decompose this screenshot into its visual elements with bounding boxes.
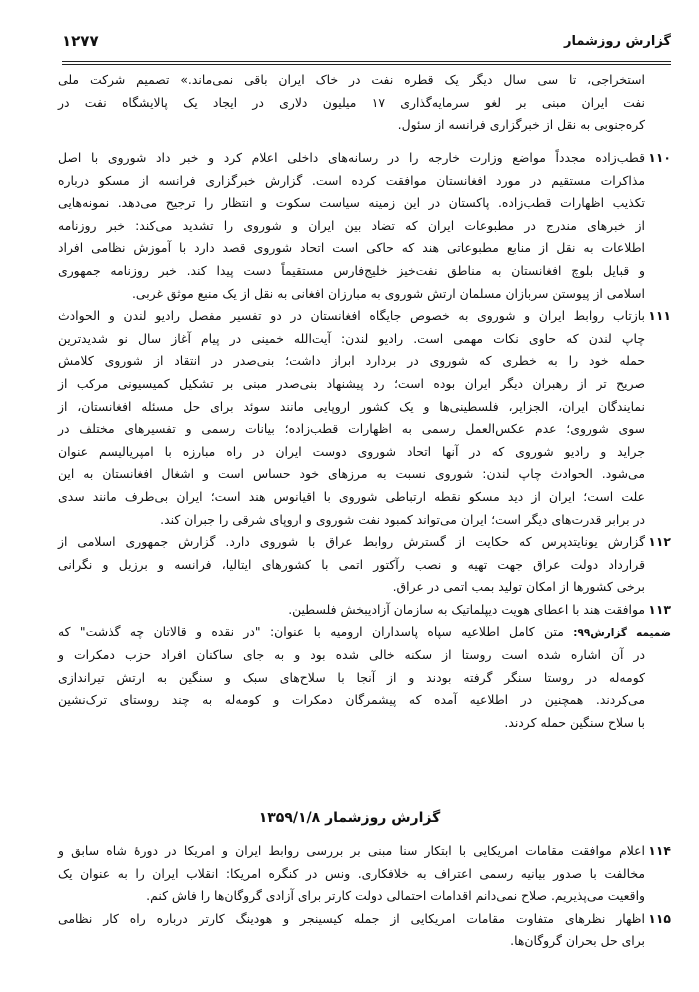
- header-rule: [62, 61, 671, 62]
- page-number: ۱۲۷۷: [62, 32, 99, 50]
- text-line: علت است؛ ایران از دید مسکو نقطه ارتباطی شوروی با اقیانوس هند است؛ ایران بی‌طرف مانند سدی: [58, 488, 645, 504]
- annex-entry: [58, 621, 671, 734]
- header-rule: [62, 64, 671, 65]
- intro-paragraph: [58, 69, 671, 137]
- text-line: قطب‌زاده مجدداً مواضع وزارت خارجه را در رسانه‌های داخلی اعلام کرد و خبر داد شوروی با اصل: [58, 150, 645, 165]
- text-line: از خبرهای مندرج در مطبوعات ایران که تضاد بین ایران و شوروی را تشدید می‌کند: خبر روزنامه: [58, 217, 645, 233]
- entry-number: ۱۱۳: [648, 601, 671, 617]
- text-line: با سلاح سنگین حمله کردند.: [504, 714, 645, 730]
- entry-item: [58, 531, 671, 599]
- entry-number: ۱۱۵: [648, 910, 671, 926]
- text-line: مخالفت با صدور بیانیه رسمی اعتراف به خلافکاری. ونس در کنگره امریکا: انقلاب ایران را به عنوان یک: [58, 865, 645, 881]
- text-line: کومه‌له در روستا سنگر گرفته بودند و از آنجا با سلاح‌های سبک و سنگین به ارتش تیراندازی: [58, 669, 645, 685]
- entry-item: [58, 147, 671, 305]
- text-line: در آن اشاره شده است روستا از سکنه خالی شده بود و به جای ساکنان افراد حزب دمکرات و: [58, 647, 645, 663]
- text-line: گزارش یونایتدپرس که حکایت از گسترش روابط عراق با شوروی دارد. گزارش جمهوری اسلامی از: [58, 534, 645, 550]
- entries-list-2: [58, 840, 671, 953]
- entry-number: ۱۱۰: [648, 150, 671, 165]
- text-line: و قبایل بلوچ افغانستان به مناطق نفت‌خیز خلیج‌فارس مستقیماً دست پیدا کند. خبر روزنامه جمهوری: [58, 262, 645, 278]
- text-line: صریح تر از رهبران دیگر ایران بوده است؛ رد پیشنهاد بنی‌صدر مبنی بر تشکیل کمیسیونی مرکب از: [58, 375, 645, 391]
- text-line: سوی شوروی؛ عدم عکس‌العمل رسمی به اظهارات قطب‌زاده؛ بیانات رسمی و تفسیرهای مختلف در: [58, 421, 645, 437]
- text-line: می‌شود. الحوادث چاپ لندن: شوروی نسبت به مرزهای خود حساس است و اشغال افغانستان به این: [58, 466, 645, 482]
- text-line: واقعیت می‌پذیریم. صلاح نمی‌دانم اقدامات احتمالی دولت کارتر برای آزادی گروگان‌ها را فاش کنم.: [146, 888, 645, 904]
- text-line: نمایندگان ایران، الجزایر، فلسطینی‌ها و یک کشور اروپایی مانند سوئد برای حل مسئله افغانستان، از: [58, 398, 645, 414]
- text-line: اسلامی از پیوستن سربازان مسلمان ارتش شوروی به مبارزان افغانی به نقل از یک منبع موثق غربی.: [131, 285, 645, 301]
- text-line: در برابر قدرت‌های دیگر است؛ ایران می‌تواند کمبود نفت شوروی و اروپای شرقی را جبران کند.: [160, 511, 645, 527]
- text-line: [58, 621, 671, 644]
- entry-number: ۱۱۲: [648, 534, 671, 550]
- text-line: نفت ایران مبنی بر لغو سرمایه‌گذاری ۱۷ میلیون دلاری در ایجاد یک پالایشگاه نفت در: [58, 94, 645, 110]
- entries-list: [58, 147, 671, 734]
- text-line: برخی کشورها از امکان تولید بمب اتمی در عراق.: [392, 579, 645, 595]
- text-line: چاپ لندن که حاوی نکات مهمی است. رادیو لندن: آیت‌الله خمینی در پیام آغاز سال نو شدیدترین: [58, 330, 645, 346]
- text-line: تکذیب اظهارات قطب‌زاده. پاکستان در این زمینه سیاست سکوت و انتظار را ترجیح می‌دهد. نمونه‌هایی: [58, 195, 645, 211]
- section-heading: گزارش روزشمار ۱۳۵۹/۱/۸: [258, 810, 441, 826]
- running-header-title: گزارش روزشمار: [564, 34, 671, 49]
- entry-item: [58, 599, 671, 622]
- text-line: بازتاب روابط ایران و شوروی به خصوص جایگاه افغانستان در دو تفسیر مفصل رادیو لندن و الحوادث: [58, 308, 645, 324]
- text-line: اطلاعات به نقل از منابع مطبوعاتی هند که حاکی است اتحاد شوروی قصد دارد با آموزش نظامی افراد: [58, 240, 645, 256]
- text-line: موافقت هند با اعطای هویت دیپلماتیک به سازمان آزادیبخش فلسطین.: [288, 601, 645, 617]
- annex-label: ضمیمه گزارش۹۹:: [573, 627, 671, 640]
- text-line: می‌کردند. همچنین در اطلاعیه آمده که پیشمرگان دمکرات و کومه‌له به چند روستای ترک‌نشین: [58, 692, 645, 708]
- entry-number: ۱۱۴: [648, 843, 671, 858]
- entry-item: [58, 840, 671, 908]
- text-line: اظهار نظرهای متفاوت مقامات امریکایی از جمله کیسینجر و هودینگ کارتر درباره راه کار نظامی: [58, 910, 645, 926]
- entry-item: [58, 908, 671, 953]
- text-line: مذاکرات مستقیم در مورد افغانستان موافقت کرده است. گزارش خبرگزاری فرانسه از مسکو درباره: [58, 172, 645, 188]
- text-line: متن کامل اطلاعیه سپاه پاسداران ارومیه با عنوان: "در نقده و قالاتان چه گذشت" که: [58, 624, 564, 640]
- text-line: کره‌جنوبی به نقل از خبرگزاری فرانسه از سئول.: [397, 117, 645, 133]
- entry-number: ۱۱۱: [648, 308, 671, 324]
- text-line: استخراجی، تا سی سال دیگر یک قطره نفت در خاک ایران باقی نمی‌ماند.» تصمیم شرکت ملی: [58, 72, 645, 87]
- text-line: قرارداد دولت عراق جهت تهیه و نصب رآکتور اتمی با کشورهای ایتالیا، فرانسه و برزیل و نگرانی: [58, 556, 645, 572]
- text-line: برای حل بحران گروگان‌ها.: [510, 933, 645, 949]
- text-line: حمله خود را به خطری که شوروی در بردارد ابراز داشت؛ بنی‌صدر در انتقاد از شوروی کلامش: [58, 353, 645, 369]
- entry-item: [58, 305, 671, 531]
- text-line: جراید و رادیو شوروی که در آنها اتحاد شوروی دوست ایران در راه مبارزه با امپریالیسم عنوان: [58, 443, 645, 459]
- text-line: اعلام موافقت مقامات امریکایی با ابتکار سنا مبنی بر بررسی روابط ایران و امریکا در دورهٔ شاه سابق و: [58, 843, 645, 858]
